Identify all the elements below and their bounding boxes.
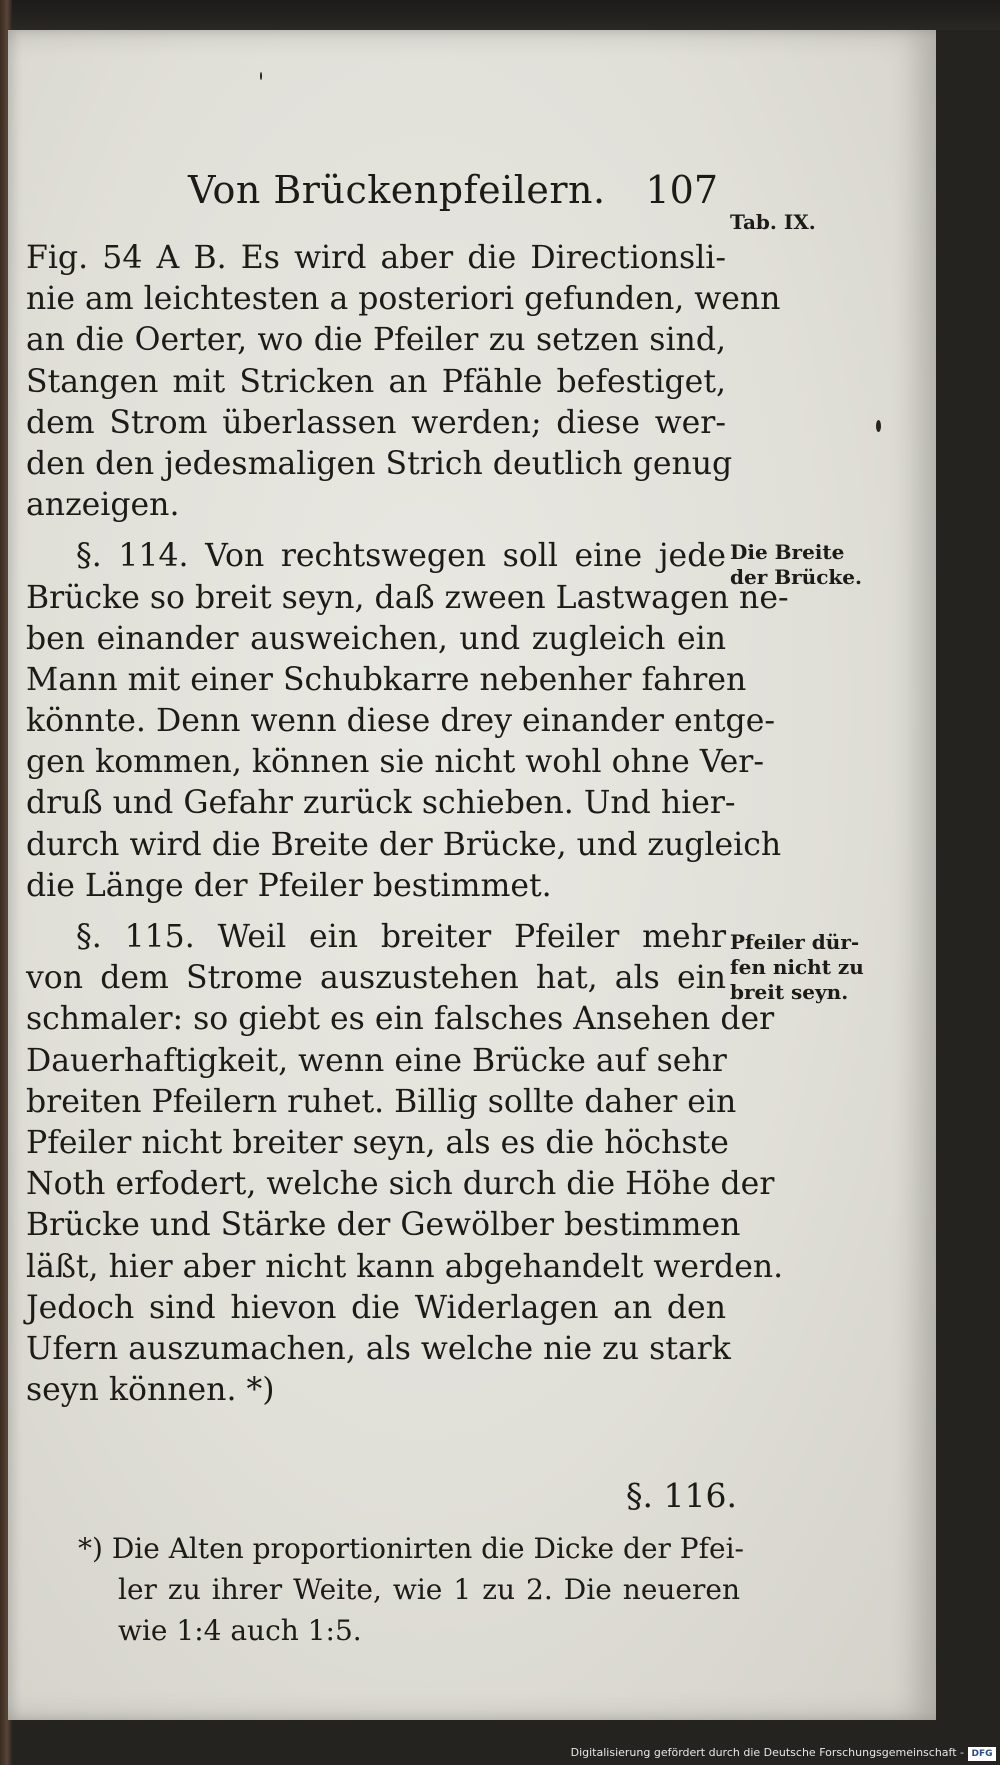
text-line: Jedoch sind hievon die Widerlagen an den — [26, 1289, 726, 1326]
text-line: den den jedesmaligen Strich deutlich genug — [26, 445, 733, 482]
paragraph-section-114 — [26, 536, 789, 907]
paragraph-section-115 — [26, 917, 784, 1411]
text-line: ben einander ausweichen, und zugleich ein — [26, 620, 726, 657]
dfg-logo: DFG — [968, 1747, 996, 1761]
footnote-line: wie 1:4 auch 1:5. — [118, 1614, 362, 1647]
margin-note-tab — [730, 210, 880, 235]
text-line: Pfeiler nicht breiter seyn, als es die höchste — [26, 1124, 729, 1161]
catchword: §. 116. — [626, 1476, 737, 1515]
footnote — [78, 1528, 744, 1651]
page-header — [178, 168, 718, 212]
margin-note-pfeiler — [730, 930, 880, 1005]
text-line: Brücke und Stärke der Gewölber bestimmen — [26, 1207, 741, 1244]
text-line: die Länge der Pfeiler bestimmet. — [26, 867, 552, 904]
text-line: Noth erfodert, welche sich durch die Höhe der — [26, 1166, 775, 1203]
margin-note-line: Tab. IX. — [730, 210, 816, 234]
text-line: dem Strom überlassen werden; diese wer- — [26, 404, 726, 441]
margin-note-line: fen nicht zu — [730, 955, 864, 979]
text-line: Ufern auszumachen, als welche nie zu stark — [26, 1330, 731, 1367]
paragraph-directionslinie — [26, 238, 781, 526]
scan-top-border — [0, 0, 1000, 30]
text-line: von dem Strome auszustehen hat, als ein — [26, 960, 726, 997]
text-line: anzeigen. — [26, 487, 180, 524]
text-line: durch wird die Breite der Brücke, und zugleich — [26, 826, 782, 863]
book-page — [8, 30, 936, 1720]
margin-note-breite — [730, 540, 880, 590]
text-line: läßt, hier aber nicht kann abgehandelt werden. — [26, 1248, 784, 1285]
text-line: Stangen mit Stricken an Pfähle befestiget, — [26, 363, 726, 400]
text-line: druß und Gefahr zurück schieben. Und hier- — [26, 785, 736, 822]
text-line: gen kommen, können sie nicht wohl ohne Ver- — [26, 744, 764, 781]
footnote-line: *) Die Alten proportionirten die Dicke der Pfei- — [78, 1532, 744, 1565]
text-line: nie am leichtesten a posteriori gefunden, wenn — [26, 281, 781, 318]
text-line: breiten Pfeilern ruhet. Billig sollte daher ein — [26, 1083, 737, 1120]
ink-speck — [260, 72, 262, 80]
digitization-credit: Digitalisierung gefördert durch die Deutsche Forschungsgemeinschaft - — [570, 1746, 964, 1759]
text-line: Brücke so breit seyn, daß zween Lastwagen ne- — [26, 579, 789, 616]
text-line: Dauerhaftigkeit, wenn eine Brücke auf sehr — [26, 1042, 727, 1079]
running-title: Von Brückenpfeilern. — [188, 168, 606, 212]
ink-speck — [876, 420, 881, 432]
text-line: seyn können. *) — [26, 1372, 275, 1409]
footnote-line: ler zu ihrer Weite, wie 1 zu 2. Die neueren — [118, 1573, 740, 1606]
margin-note-line: Die Breite — [730, 540, 845, 564]
margin-note-line: Pfeiler dür- — [730, 930, 860, 954]
text-line: könnte. Denn wenn diese drey einander entge- — [26, 703, 775, 740]
page-number: 107 — [645, 168, 718, 212]
section-heading-line: §. 114. Von rechtswegen soll eine jede — [76, 538, 726, 575]
text-line: Fig. 54 A B. Es wird aber die Directionsli- — [26, 240, 726, 276]
text-line: an die Oerter, wo die Pfeiler zu setzen sind, — [26, 322, 726, 359]
text-line: Mann mit einer Schubkarre nebenher fahren — [26, 661, 747, 698]
main-text-column — [26, 238, 789, 1421]
margin-note-line: der Brücke. — [730, 565, 862, 589]
margin-note-line: breit seyn. — [730, 980, 849, 1004]
text-line: schmaler: so giebt es ein falsches Ansehen der — [26, 1001, 775, 1038]
section-heading-line: §. 115. Weil ein breiter Pfeiler mehr — [76, 919, 726, 955]
